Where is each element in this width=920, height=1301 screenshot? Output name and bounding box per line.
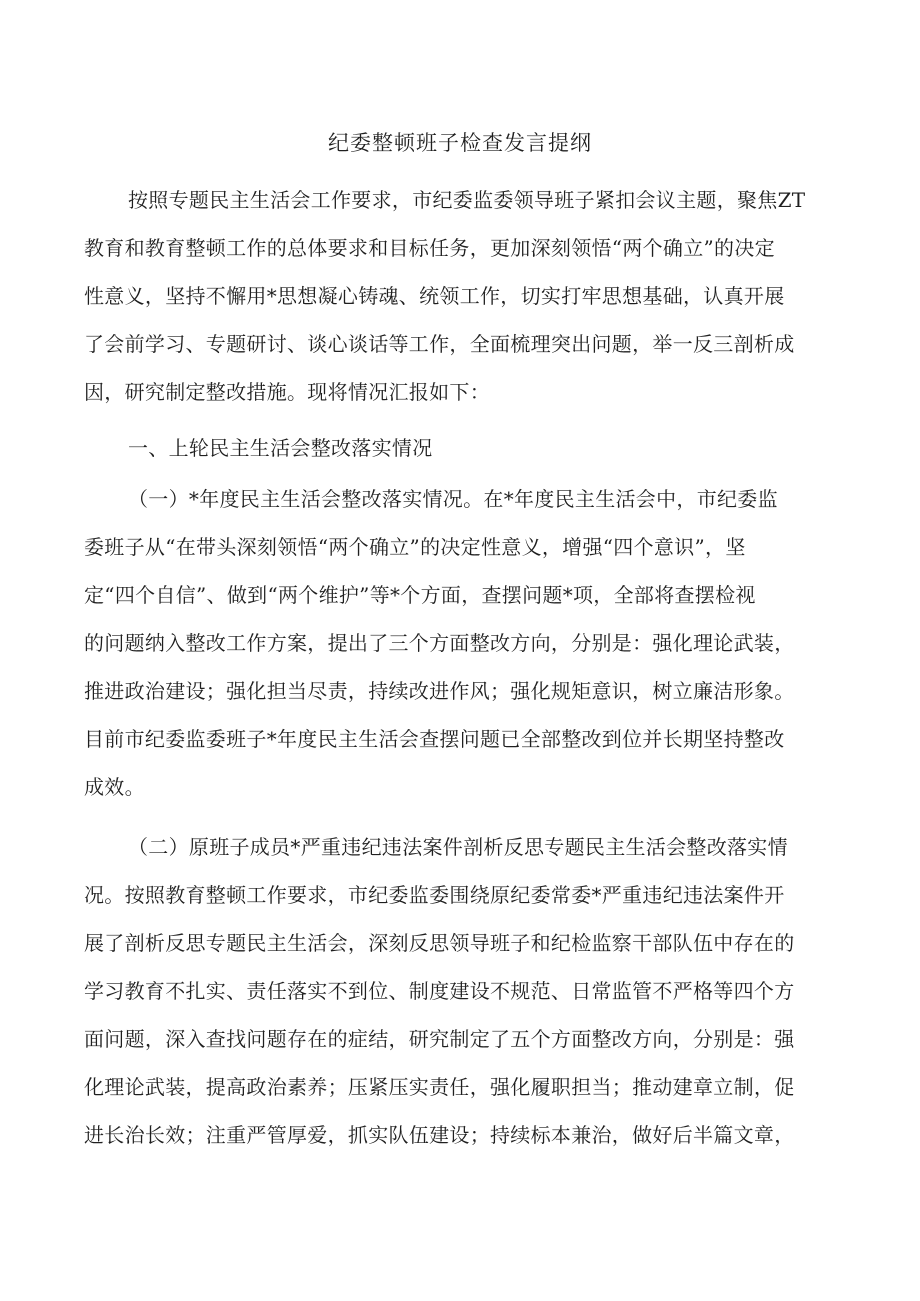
text-line: 学习教育不扎实、责任落实不到位、制度建设不规范、日常监管不严格等四个方 [84, 979, 795, 1003]
text-line: 委班子从“在带头深刻领悟“两个确立”的决定性意义，增强“四个意识”，坚 [84, 535, 746, 559]
text-line: 的问题纳入整改工作方案，提出了三个方面整改方向，分别是：强化理论武装， [84, 631, 795, 655]
text-line: 化理论武装，提高政治素养；压紧压实责任，强化履职担当；推动建章立制，促 [84, 1075, 795, 1099]
intro-paragraph [84, 176, 854, 416]
text-line: 性意义，坚持不懈用*思想凝心铸魂、统领工作，切实打牢思想基础，认真开展 [84, 284, 785, 308]
text-line: 况。按照教育整顿工作要求，市纪委监委围绕原纪委常委*严重违纪违法案件开 [84, 883, 785, 907]
section-heading: 一、上轮民主生活会整改落实情况 [128, 436, 433, 460]
text-line: 教育和教育整顿工作的总体要求和目标任务，更加深刻领悟“两个确立”的决定 [84, 236, 775, 260]
text-line: （二）原班子成员*严重违纪违法案件剖析反思专题民主生活会整改落实情 [128, 835, 788, 859]
subsection-1-paragraph [84, 475, 854, 811]
text-line: 成效。 [84, 775, 145, 799]
text-line: （一）*年度民主生活会整改落实情况。在*年度民主生活会中，市纪委监 [128, 487, 778, 511]
text-line: 了会前学习、专题研讨、谈心谈话等工作，全面梳理突出问题，举一反三剖析成 [84, 332, 795, 356]
document-title: 纪委整顿班子检查发言提纲 [328, 131, 592, 155]
text-line: 进长治长效；注重严管厚爱，抓实队伍建设；持续标本兼治，做好后半篇文章， [84, 1123, 795, 1147]
text-line: 推进政治建设；强化担当尽责，持续改进作风；强化规矩意识，树立廉洁形象。 [84, 679, 795, 703]
text-line: 按照专题民主生活会工作要求，市纪委监委领导班子紧扣会议主题，聚焦ZT [128, 188, 806, 212]
text-line: 面问题，深入查找问题存在的症结，研究制定了五个方面整改方向，分别是：强 [84, 1027, 795, 1051]
text-line: 因，研究制定整改措施。现将情况汇报如下： [84, 380, 490, 404]
text-line: 目前市纪委监委班子*年度民主生活会查摆问题已全部整改到位并长期坚持整改 [84, 727, 785, 751]
subsection-2-paragraph [84, 823, 854, 1159]
text-line: 展了剖析反思专题民主生活会，深刻反思领导班子和纪检监察干部队伍中存在的 [84, 931, 795, 955]
text-line: 定“四个自信”、做到“两个维护”等*个方面，查摆问题*项，全部将查摆检视 [84, 583, 756, 607]
